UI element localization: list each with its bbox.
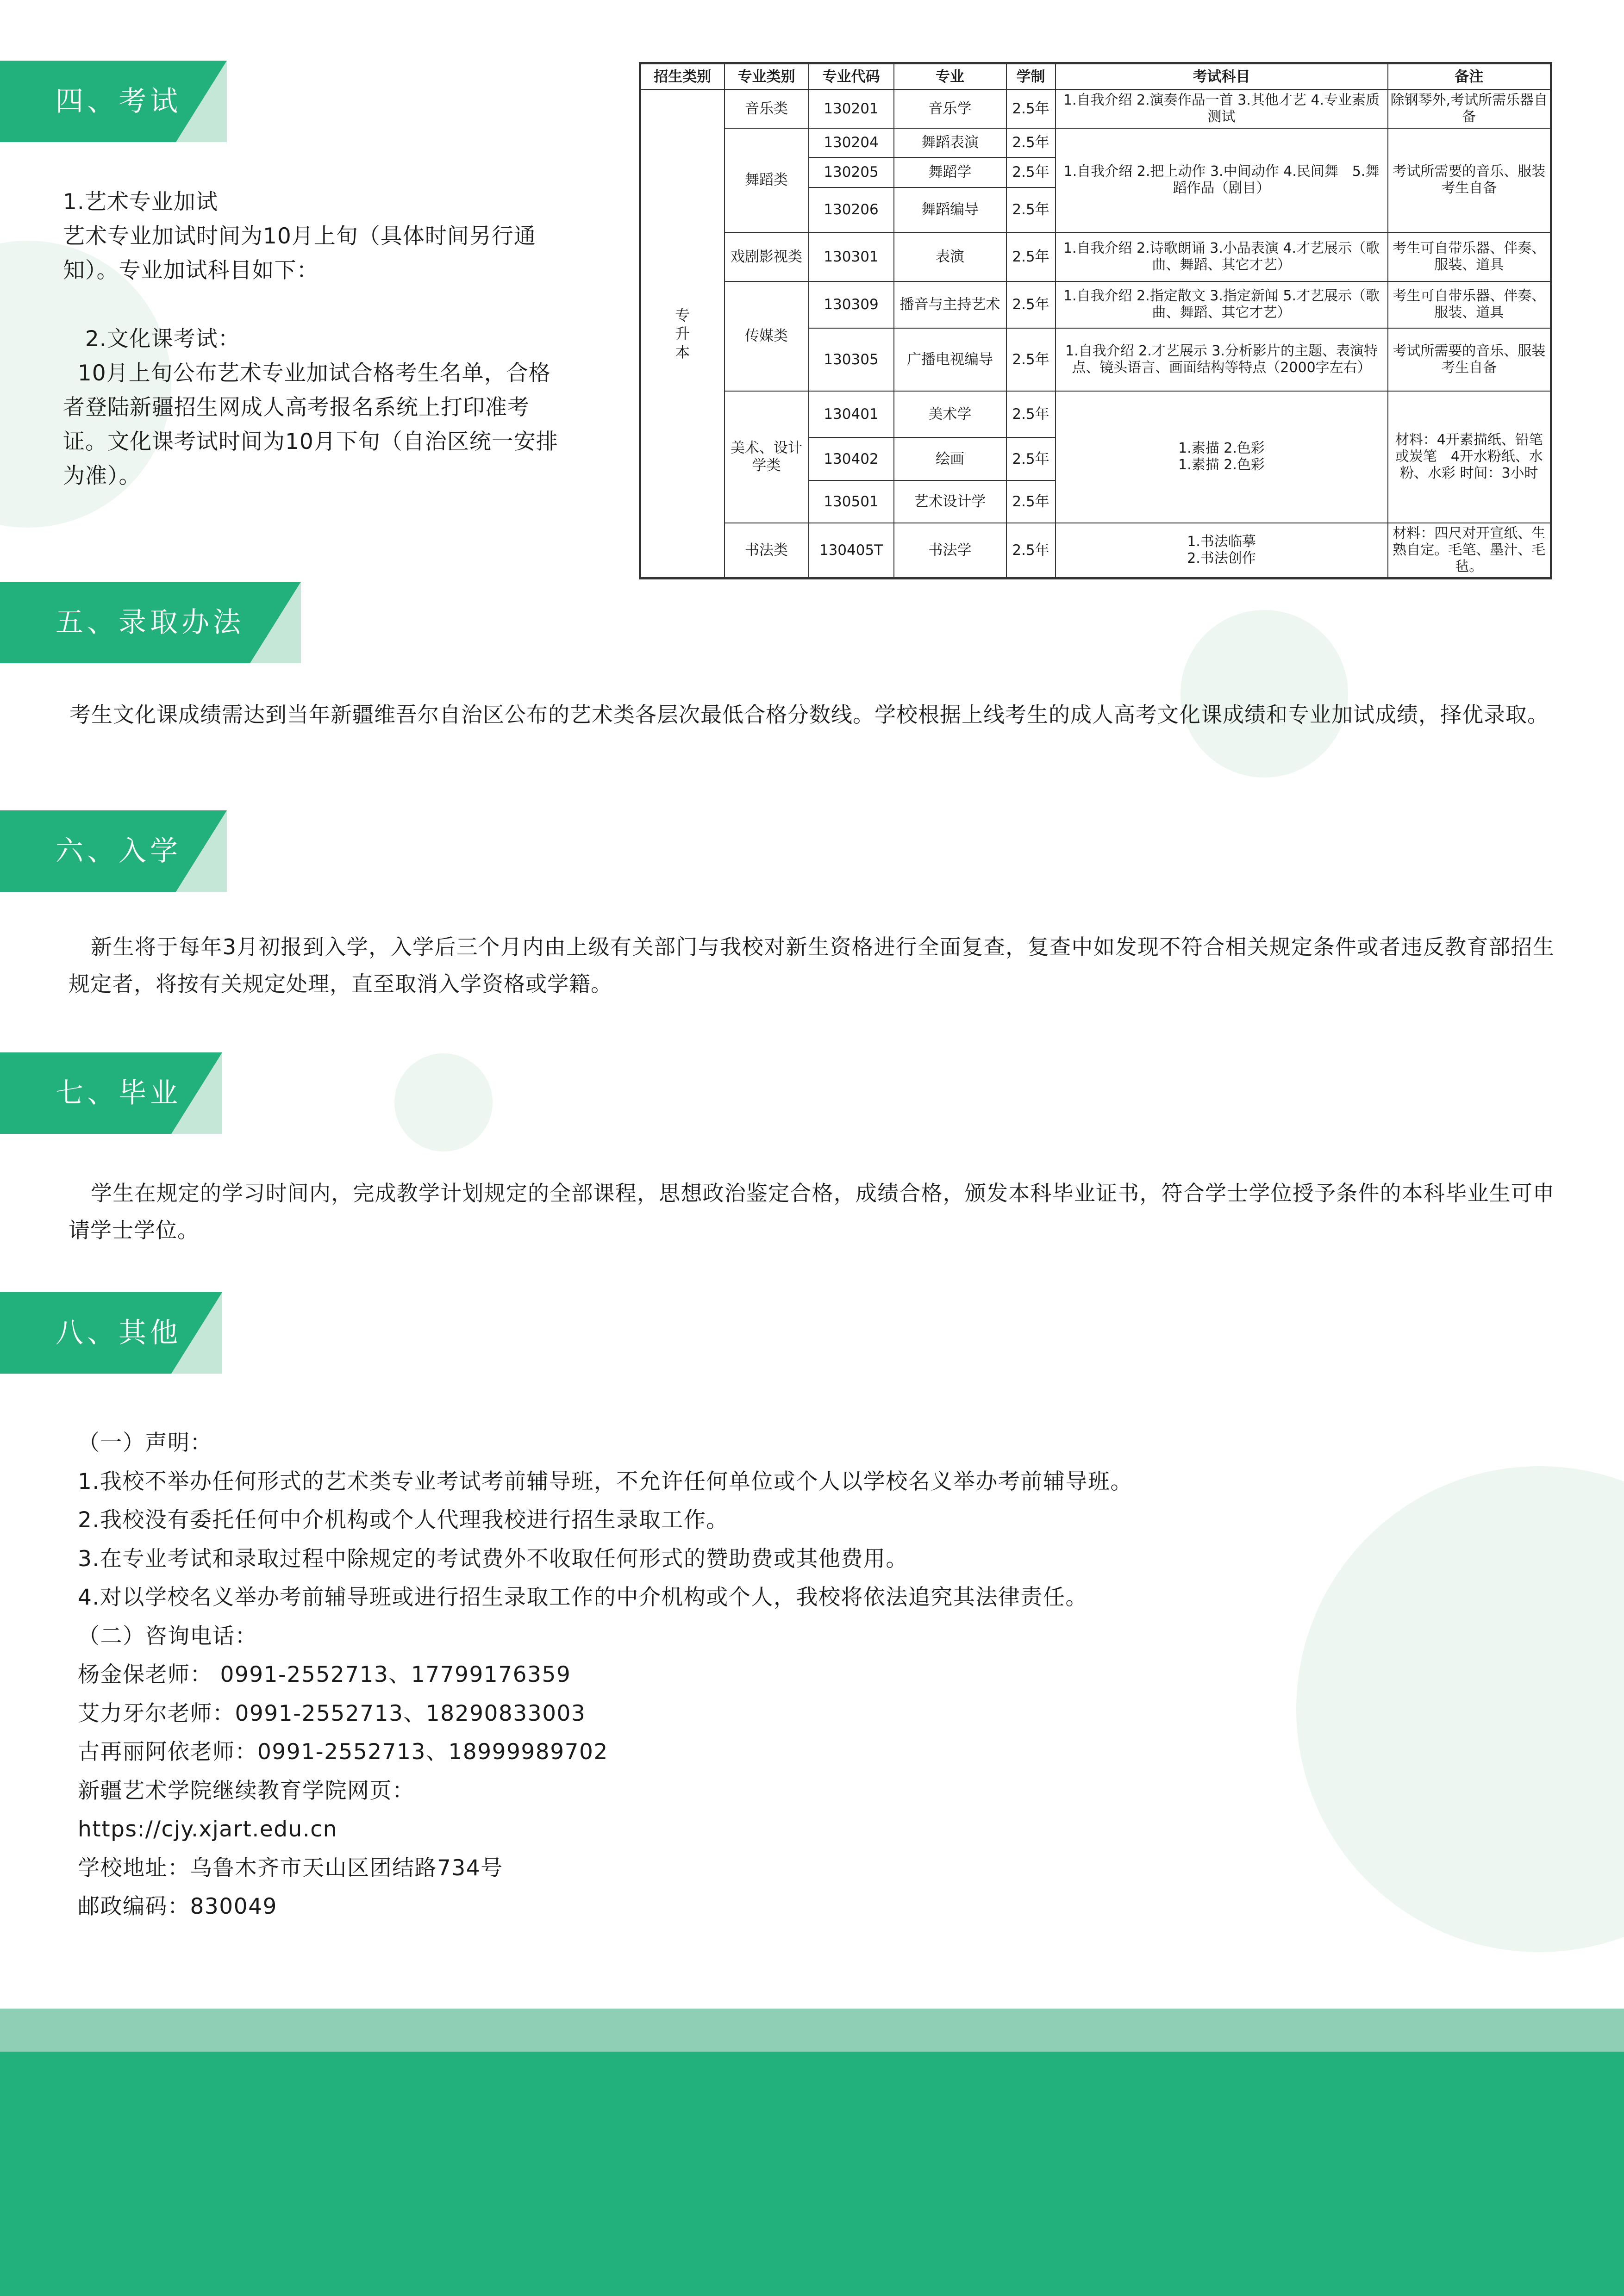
section-title-enrollment: 六、入学 — [0, 810, 227, 892]
subjects-cell: 1.自我介绍 2.指定散文 3.指定新闻 5.才艺展示（歌曲、舞蹈、其它才艺） — [1056, 281, 1388, 329]
exam-line: 者登陆新疆招生网成人高考报名系统上打印准考 — [63, 395, 530, 420]
calli-subjects-line: 1.书法临摹 — [1187, 533, 1256, 550]
table-header: 学制 — [1006, 63, 1056, 90]
subjects-cell — [1056, 523, 1388, 579]
major-cell: 音乐学 — [894, 89, 1006, 128]
art-subjects-line: 1.素描 2.色彩 — [1178, 457, 1265, 473]
code-cell: 130201 — [809, 89, 894, 128]
category-cell: 传媒类 — [725, 281, 809, 392]
years-cell: 2.5年 — [1006, 391, 1056, 437]
enrollment-paragraph: 新生将于每年3月初报到入学，入学后三个月内由上级有关部门与我校对新生资格进行全面复查，复查中如发现不符合相关规定条件或者违反教育部招生规定者，将按有关规定处理，直至取消入学资格或学籍。 — [69, 934, 1555, 996]
note-cell: 考生可自带乐器、伴奏、服装、道具 — [1388, 232, 1551, 281]
subjects-cell: 1.自我介绍 2.诗歌朗诵 3.小品表演 4.才艺展示（歌曲、舞蹈、其它才艺） — [1056, 232, 1388, 281]
section-title-exam: 四、考试 — [0, 61, 227, 142]
decor-circle-small — [394, 1053, 493, 1151]
banner-accent — [250, 582, 301, 663]
exam-line: 知）。专业加试科目如下： — [63, 258, 319, 283]
postal-code: 邮政编码：830049 — [78, 1894, 277, 1919]
years-cell: 2.5年 — [1006, 437, 1056, 480]
statement-item: 2.我校没有委托任何中介机构或个人代理我校进行招生录取工作。 — [78, 1507, 729, 1533]
years-cell: 2.5年 — [1006, 89, 1056, 128]
major-cell: 美术学 — [894, 391, 1006, 437]
years-cell: 2.5年 — [1006, 187, 1056, 232]
code-cell: 130205 — [809, 157, 894, 187]
note-cell: 考试所需要的音乐、服装考生自备 — [1388, 128, 1551, 232]
years-cell: 2.5年 — [1006, 523, 1056, 579]
exam-line: 2.文化课考试： — [63, 326, 240, 352]
other-text — [78, 1424, 1513, 1926]
table-row — [640, 128, 1551, 157]
subjects-cell: 1.自我介绍 2.把上动作 3.中间动作 4.民间舞 5.舞蹈作品（剧目） — [1056, 128, 1388, 232]
banner-accent — [176, 810, 227, 892]
table-header-row — [640, 63, 1551, 90]
years-cell: 2.5年 — [1006, 328, 1056, 391]
major-cell: 广播电视编导 — [894, 328, 1006, 391]
website-label: 新疆艺术学院继续教育学院网页： — [78, 1778, 415, 1804]
banner-accent — [171, 1292, 222, 1374]
statement-item: 4.对以学校名义举办考前辅导班或进行招生录取工作的中介机构或个人，我校将依法追究其法律责任。 — [78, 1585, 1088, 1610]
subjects-cell: 1.自我介绍 2.演奏作品一首 3.其他才艺 4.专业素质测试 — [1056, 89, 1388, 128]
graduation-paragraph: 学生在规定的学习时间内，完成教学计划规定的全部课程，思想政治鉴定合格，成绩合格，颁发本科毕业证书，符合学士学位授予条件的本科毕业生可申请学士学位。 — [69, 1181, 1555, 1243]
statement-item: 3.在专业考试和录取过程中除规定的考试费外不收取任何形式的赞助费或其他费用。 — [78, 1546, 908, 1572]
note-cell: 材料：4开素描纸、铅笔或炭笔 4开水粉纸、水粉、水彩 时间：3小时 — [1388, 391, 1551, 523]
footer-band-light — [0, 2009, 1624, 2052]
exam-line: 证。文化课考试时间为10月下旬（自治区统一安排 — [63, 429, 558, 454]
category-cell: 音乐类 — [725, 89, 809, 128]
major-cell: 舞蹈学 — [894, 157, 1006, 187]
subjects-cell — [1056, 391, 1388, 523]
note-cell: 考试所需要的音乐、服装考生自备 — [1388, 328, 1551, 391]
banner-accent — [171, 1052, 222, 1134]
section-title-admission: 五、录取办法 — [0, 582, 301, 663]
code-cell: 130204 — [809, 128, 894, 157]
table-header: 专业类别 — [725, 63, 809, 90]
admission-table — [639, 62, 1552, 579]
code-cell: 130301 — [809, 232, 894, 281]
code-cell: 130309 — [809, 281, 894, 329]
note-cell: 除钢琴外,考试所需乐器自备 — [1388, 89, 1551, 128]
code-cell: 130405T — [809, 523, 894, 579]
major-cell: 绘画 — [894, 437, 1006, 480]
years-cell: 2.5年 — [1006, 232, 1056, 281]
table-row — [640, 89, 1551, 128]
code-cell: 130206 — [809, 187, 894, 232]
art-subjects-line: 1.素描 2.色彩 — [1178, 440, 1265, 457]
level-cell — [640, 89, 725, 578]
years-cell: 2.5年 — [1006, 128, 1056, 157]
category-cell: 美术、设计学类 — [725, 391, 809, 523]
exam-line: 为准）。 — [63, 463, 141, 489]
table-row — [640, 523, 1551, 579]
statement-item: 1.我校不举办任何形式的艺术类专业考试考前辅导班，不允许任何单位或个人以学校名义举办考前辅导班。 — [78, 1468, 1133, 1494]
contact-phone: 古再丽阿依老师：0991-2552713、18999989702 — [78, 1739, 608, 1765]
major-cell: 书法学 — [894, 523, 1006, 579]
category-cell: 舞蹈类 — [725, 128, 809, 232]
major-cell: 舞蹈表演 — [894, 128, 1006, 157]
category-cell: 戏剧影视类 — [725, 232, 809, 281]
school-address: 学校地址：乌鲁木齐市天山区团结路734号 — [78, 1855, 503, 1881]
contact-heading: （二）咨询电话： — [78, 1623, 257, 1649]
graduation-text — [69, 1175, 1555, 1249]
exam-line — [63, 288, 600, 322]
code-cell: 130401 — [809, 391, 894, 437]
table-row — [640, 281, 1551, 329]
major-cell: 播音与主持艺术 — [894, 281, 1006, 329]
major-cell: 艺术设计学 — [894, 480, 1006, 523]
table-row — [640, 391, 1551, 437]
table-header: 考试科目 — [1056, 63, 1388, 90]
enrollment-text — [69, 928, 1555, 1002]
table-header: 备注 — [1388, 63, 1551, 90]
code-cell: 130402 — [809, 437, 894, 480]
major-cell: 舞蹈编导 — [894, 187, 1006, 232]
exam-text — [63, 185, 600, 493]
contact-phone: 杨金保老师： 0991-2552713、17799176359 — [78, 1662, 571, 1687]
section-title-other: 八、其他 — [0, 1292, 222, 1374]
years-cell: 2.5年 — [1006, 480, 1056, 523]
subjects-cell: 1.自我介绍 2.才艺展示 3.分析影片的主题、表演特点、镜头语言、画面结构等特点（2000字左右） — [1056, 328, 1388, 391]
exam-line: 10月上旬公布艺术专业加试合格考生名单，合格 — [63, 361, 551, 386]
table-header: 专业代码 — [809, 63, 894, 90]
level-text: 专升本 — [675, 306, 690, 361]
decor-circle-mid — [1181, 610, 1348, 778]
website-link[interactable]: https://cjy.xjart.edu.cn — [78, 1817, 337, 1842]
table-header: 招生类别 — [640, 63, 725, 90]
category-cell: 书法类 — [725, 523, 809, 579]
section-title-graduation: 七、毕业 — [0, 1052, 222, 1134]
contact-phone: 艾力牙尔老师：0991-2552713、18290833003 — [78, 1700, 586, 1726]
years-cell: 2.5年 — [1006, 157, 1056, 187]
table-header: 专业 — [894, 63, 1006, 90]
exam-line: 艺术专业加试时间为10月上旬（具体时间另行通 — [63, 224, 536, 249]
years-cell: 2.5年 — [1006, 281, 1056, 329]
major-cell: 表演 — [894, 232, 1006, 281]
admission-text — [46, 696, 1551, 733]
calli-subjects-line: 2.书法创作 — [1187, 550, 1256, 566]
note-cell: 考生可自带乐器、伴奏、服装、道具 — [1388, 281, 1551, 329]
banner-accent — [176, 61, 227, 142]
exam-line: 1.艺术专业加试 — [63, 189, 218, 215]
footer-band-dark — [0, 2052, 1624, 2296]
table-row — [640, 232, 1551, 281]
note-cell: 材料：四尺对开宣纸、生熟自定。毛笔、墨汁、毛毡。 — [1388, 523, 1551, 579]
admission-paragraph: 考生文化课成绩需达到当年新疆维吾尔自治区公布的艺术类各层次最低合格分数线。学校根据上线考生的成人高考文化课成绩和专业加试成绩，择优录取。 — [69, 702, 1549, 727]
code-cell: 130305 — [809, 328, 894, 391]
statement-heading: （一）声明： — [78, 1430, 212, 1456]
code-cell: 130501 — [809, 480, 894, 523]
